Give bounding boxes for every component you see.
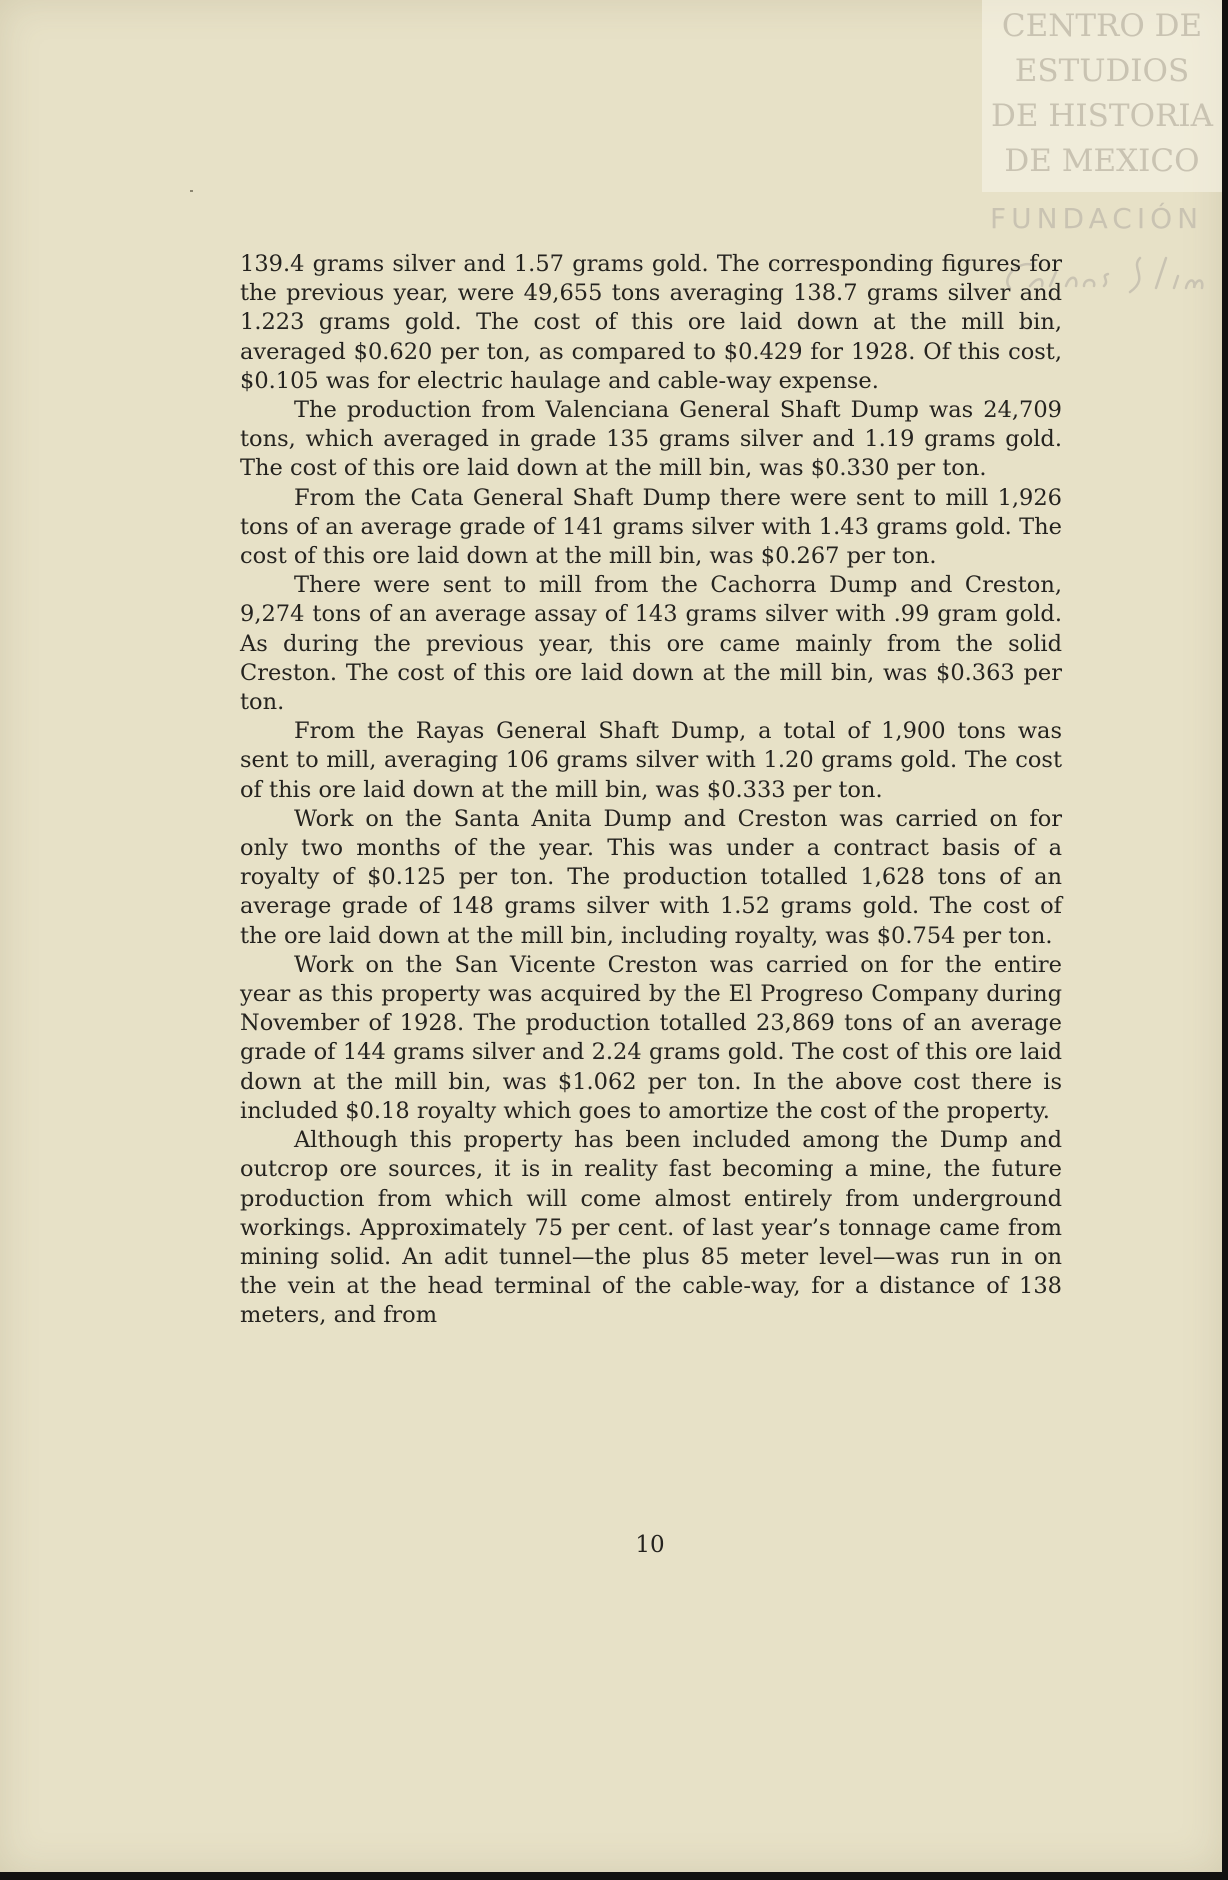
scan-edge-right xyxy=(1222,0,1228,1880)
paragraph: There were sent to mill from the Cachorra Dump and Creston, 9,274 tons of an average assay of 143 grams silver with .99 gram gold. As during the previous year, this ore came mainly from the solid Creston. The cost of this ore laid down at the mill bin, was $0.363 per ton. xyxy=(240,572,1062,716)
paragraph: From the Rayas General Shaft Dump, a total of 1,900 tons was sent to mill, averaging 106 grams silver with 1.20 grams gold. The cost of this ore laid down at the mill bin, was $0.333 per ton. xyxy=(240,718,1062,803)
paragraph: The production from Valenciana General Shaft Dump was 24,709 tons, which averaged in grade 135 grams silver and 1.19 grams gold. The cost of this ore laid down at the mill bin, was $0.330 per ton. xyxy=(240,397,1062,482)
archive-watermark xyxy=(982,0,1222,192)
paragraph: Work on the Santa Anita Dump and Creston was carried on for only two months of the year. This was under a contract basis of a royalty of $0.125 per ton. The production totalled 1,628 tons of an average grade of 148 grams silver with 1.52 grams gold. The cost of the ore laid down at the mill bin, including royalty, was $0.754 per ton. xyxy=(240,805,1062,949)
paragraph: 139.4 grams silver and 1.57 grams gold. The corresponding figures for the previous year, were 49,655 tons averaging 138.7 grams silver and 1.223 grams gold. The cost of this ore laid down at the mill bin, averaged $0.620 per ton, as compared to $0.429 for 1928. Of this cost, $0.105 was for electric haulage and cable-way expense. xyxy=(240,251,1062,394)
watermark-line: DE HISTORIA xyxy=(991,98,1213,134)
watermark-fundacion: FUNDACIÓN xyxy=(990,202,1204,235)
page-number: 10 xyxy=(635,1532,665,1558)
scan-edge-bottom xyxy=(0,1872,1228,1880)
paragraph: Work on the San Vicente Creston was carried on for the entire year as this property was acquired by the El Progreso Company during November of 1928. The production totalled 23,869 tons of an average grade of 144 grams silver and 2.24 grams gold. The cost of this ore laid down at the mill bin, was $1.062 per ton. In the above cost there is included $0.18 royalty which goes to amortize the cost of the property. xyxy=(240,951,1062,1124)
paragraph: From the Cata General Shaft Dump there were sent to mill 1,926 tons of an average grade of 141 grams silver with 1.43 grams gold. The cost of this ore laid down at the mill bin, was $0.267 per ton. xyxy=(240,484,1062,570)
paragraph: Although this property has been included among the Dump and outcrop ore sources, it is in reality fast becoming a mine, the future production from which will come almost entirely from underground workings. Approximately 75 per cent. of last year’s tonnage came from mining solid. An adit tunnel—the plus 85 meter level—was run in on the vein at the head terminal of the cable-way, for a distance of 138 meters, and from xyxy=(240,1127,1062,1329)
speck-mark xyxy=(190,190,193,192)
body-text xyxy=(240,250,1062,1331)
watermark-line: DE MEXICO xyxy=(1004,143,1200,179)
watermark-line: ESTUDIOS xyxy=(1014,53,1190,89)
watermark-line: CENTRO DE xyxy=(1001,8,1203,44)
